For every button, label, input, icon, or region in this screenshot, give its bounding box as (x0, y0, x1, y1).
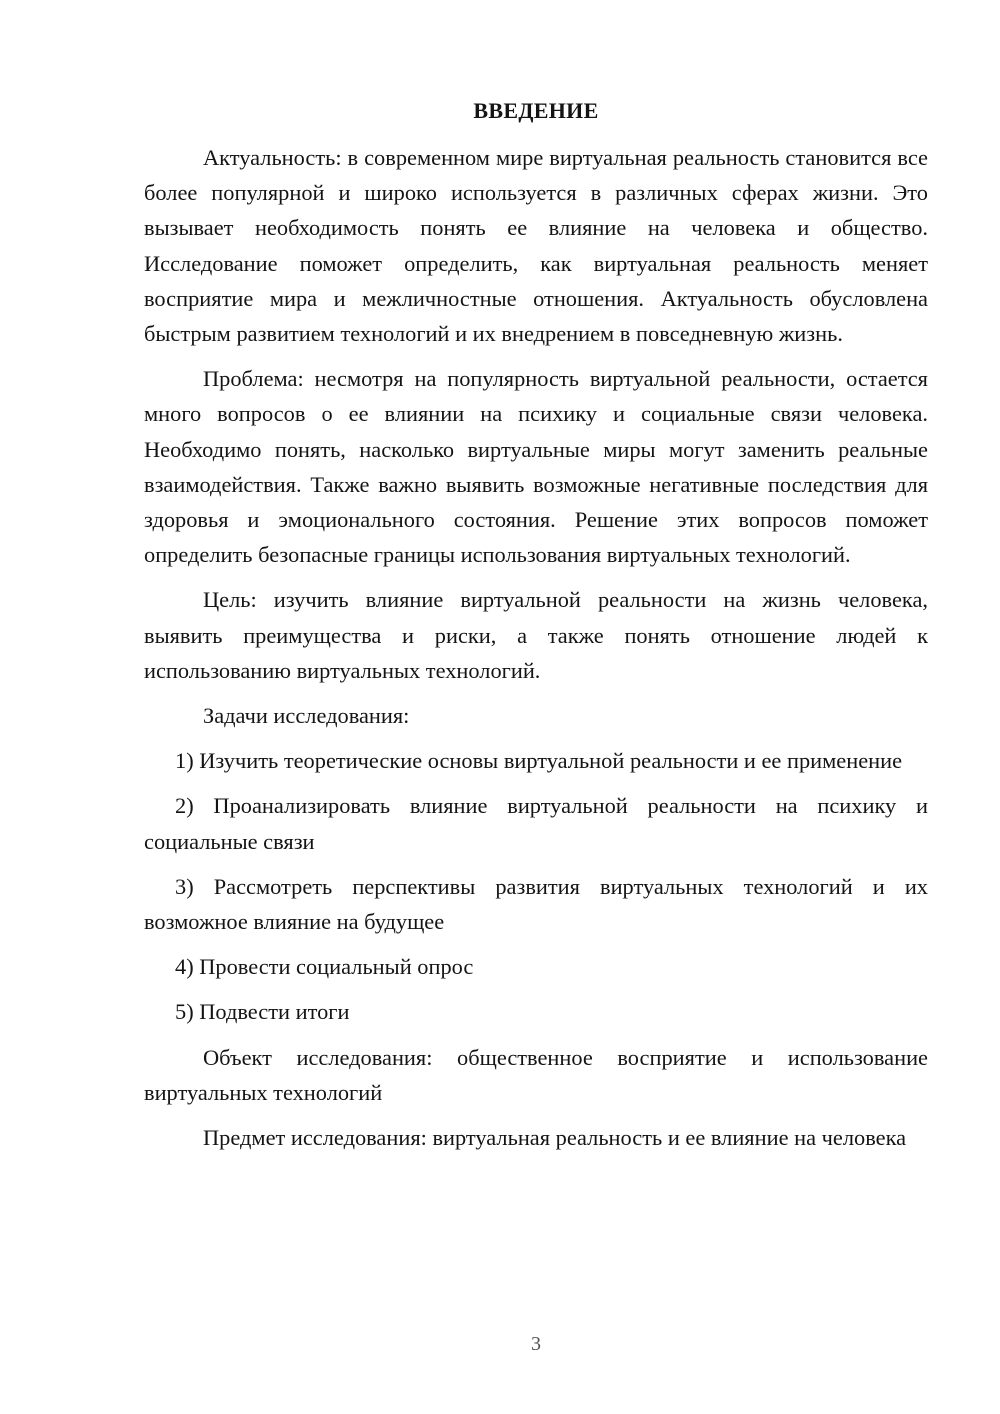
goal-paragraph: Цель: изучить влияние виртуальной реальности на жизнь человека, выявить преимущества и риски, а также понять отношение людей к использованию виртуальных технологий. (144, 587, 928, 683)
task-item-5: 5) Подвести итоги (175, 999, 350, 1025)
research-subject-paragraph: Предмет исследования: виртуальная реальность и ее влияние на человека (203, 1125, 907, 1151)
task-item-2: 2) Проанализировать влияние виртуальной реальности на психику и социальные связи (144, 793, 928, 854)
problem-paragraph: Проблема: несмотря на популярность виртуальной реальности, остается много вопросов о ее влиянии на психику и социальные связи человека. Необходимо понять, насколько виртуальные миры могут заменить реальные взаимодействия. Также важно выявить возможные негативные последствия для здоровья и эмоционального состояния. Решение этих вопросов поможет определить безопасные границы использования виртуальных технологий. (144, 366, 928, 568)
relevance-paragraph: Актуальность: в современном мире виртуальная реальность становится все более популярной и широко используется в различных сферах жизни. Это вызывает необходимость понять ее влияние на человека и общество. Исследование поможет определить, как виртуальная реальность меняет восприятие мира и межличностные отношения. Актуальность обусловлена быстрым развитием технологий и их внедрением в повседневную жизнь. (144, 145, 928, 347)
research-object-paragraph: Объект исследования: общественное восприятие и использование виртуальных технологий (144, 1044, 928, 1105)
page-number: 3 (531, 1333, 541, 1355)
task-item-3: 3) Рассмотреть перспективы развития виртуальных технологий и их возможное влияние на будущее (144, 873, 928, 935)
task-item-1: 1) Изучить теоретические основы виртуальной реальности и ее применение (175, 748, 903, 774)
tasks-heading: Задачи исследования: (203, 703, 410, 729)
section-title: ВВЕДЕНИЕ (473, 98, 599, 123)
task-item-4: 4) Провести социальный опрос (175, 954, 474, 980)
document-page (144, 96, 928, 1165)
